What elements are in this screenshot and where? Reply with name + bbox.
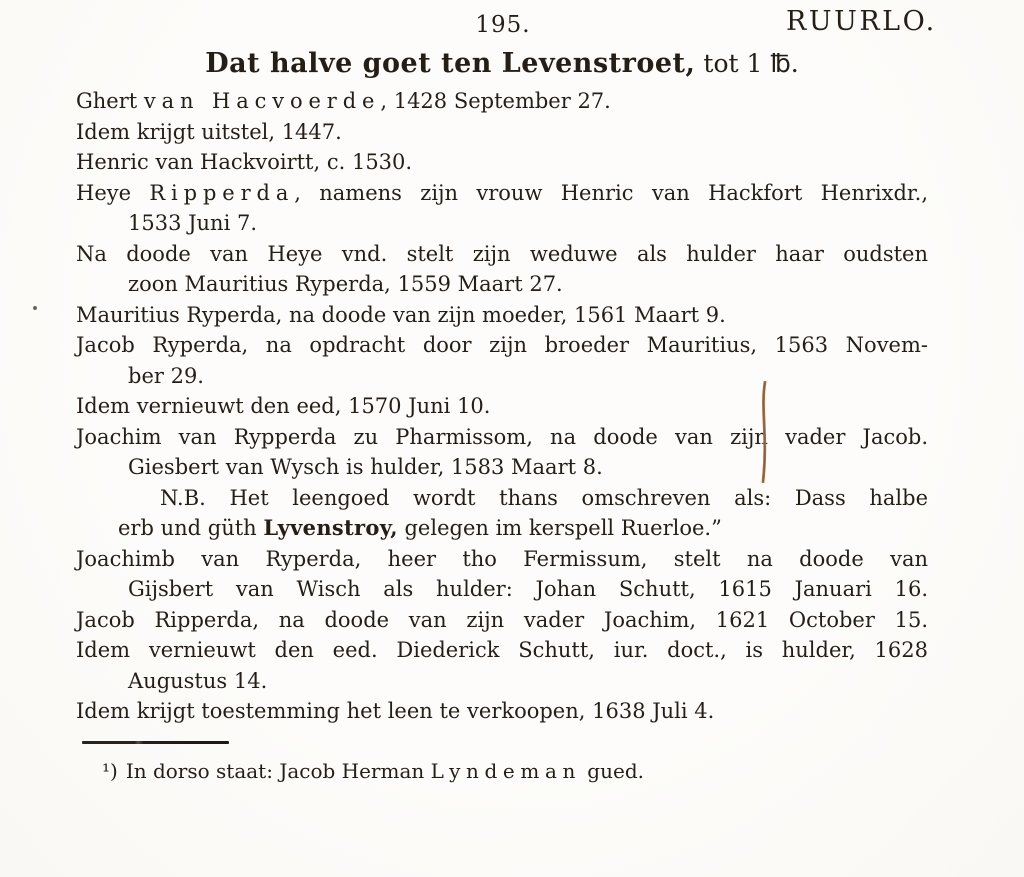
text-line [76,147,928,178]
text-line [76,330,928,361]
text-segment: Joachim van Rypperda zu Pharmissom, na doode van zijn vader Jacob. [76,424,928,449]
footnote [102,757,862,785]
footnote-text [126,759,644,783]
text-segment: Gijsbert van Wisch als hulder: Johan Schutt, 1615 Januari 16. [128,577,928,601]
text-segment: Augustus 14. [128,668,268,693]
pen-scratch-artifact [757,381,773,483]
text-segment: , 1428 September 27. [380,89,611,113]
text-segment: Lyvenstroy, [263,515,398,540]
text-segment: gelegen im kerspell Ruerloe.” [397,516,722,540]
text-segment: Na doode van Heye vnd. stelt zijn weduwe als hulder haar oudsten [76,241,928,266]
running-head: RUURLO. [786,6,937,37]
footnote-separator [82,741,229,744]
text-line [76,635,928,666]
text-segment: Joachimb van Ryperda, heer tho Fermissum, stelt na doode van [76,546,928,571]
text-line [76,452,928,483]
text-segment: Idem vernieuwt den eed. Diederick Schutt, iur. doct., is hulder, 1628 [76,638,928,662]
text-segment: van Hacvoerde [143,89,381,113]
text-line [76,239,928,270]
text-segment: Mauritius Ryperda, na doode van zijn moeder, 1561 Maart 9. [76,302,726,327]
text-line [76,666,928,697]
text-line [76,513,928,544]
text-segment: Jacob Ripperda, na doode van zijn vader Joachim, 1621 October 15. [76,607,928,632]
text-segment: zoon Mauritius Ryperda, 1559 Maart 27. [128,272,563,296]
title-main: Dat halve goet ten Levenstroet, [205,48,696,79]
text-line [76,605,928,636]
text-line [76,269,928,300]
page-number: 195. [475,12,531,38]
text-line [76,86,928,117]
text-segment: Ripperda [149,180,295,205]
text-segment: Jacob Ryperda, na opdracht door zijn broeder Mauritius, 1563 Novem- [76,333,928,357]
text-line [76,696,928,727]
title-suffix: tot 1 ℔. [703,49,799,78]
text-line [76,300,928,331]
footnote-marker: ¹) [102,759,118,783]
text-segment: Idem vernieuwt den eed, 1570 Juni 10. [76,394,491,418]
text-line [76,574,928,605]
text-line [76,178,928,209]
text-segment: N.B. Het leengoed wordt thans omschreven als: Dass halbe [160,485,928,510]
text-line [76,422,928,453]
lemma-title [76,48,928,79]
text-segment: gued. [580,759,644,783]
text-segment: erb und güth [118,516,264,540]
text-line [76,208,928,239]
text-segment: , namens zijn vrouw Henric van Hackfort Henrixdr., [294,180,928,205]
text-segment: Heye [76,180,150,205]
text-segment: Henric van Hackvoirtt, c. 1530. [76,150,413,174]
text-segment: 1533 Juni 7. [128,211,258,235]
text-block [76,86,928,727]
text-line [76,544,928,575]
text-line [76,117,928,148]
text-segment: Idem krijgt uitstel, 1447. [76,119,342,144]
text-segment: In dorso staat: Jacob Herman [125,759,431,783]
text-segment: Giesbert van Wysch is hulder, 1583 Maart 8. [128,455,603,479]
text-segment: Idem krijgt toestemming het leen te verkoopen, 1638 Juli 4. [76,699,715,723]
text-line [76,361,928,392]
ink-speck-artifact [33,306,37,310]
text-line [76,391,928,422]
text-line [76,483,928,514]
text-segment: ber 29. [128,363,204,388]
text-segment: Lyndeman [430,759,581,783]
text-segment: Ghert [76,89,144,113]
